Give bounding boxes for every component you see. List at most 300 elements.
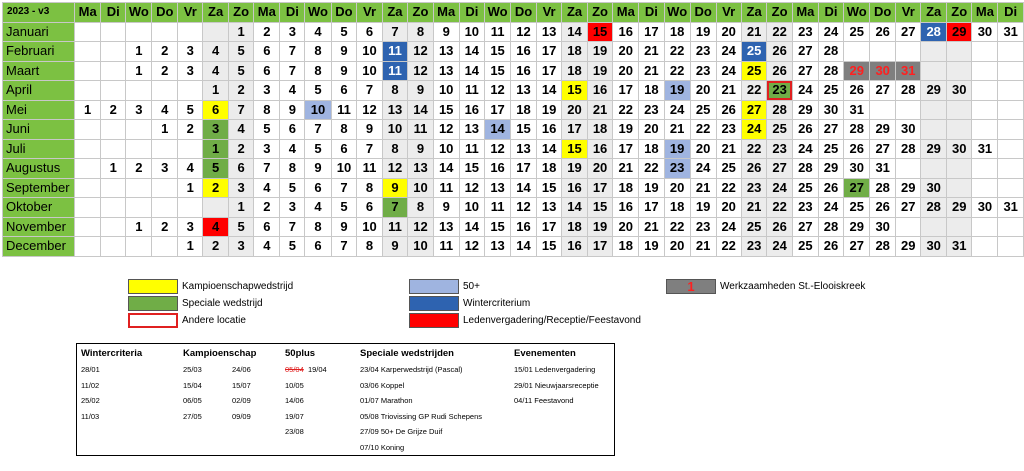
day-cell: 28 <box>818 61 843 81</box>
empty-cell <box>75 198 101 218</box>
empty-cell <box>921 217 946 237</box>
month-name: Juli <box>3 139 75 159</box>
day-cell: 8 <box>331 120 357 140</box>
empty-cell <box>126 178 152 198</box>
empty-cell <box>75 22 101 42</box>
date-item: 24/06 <box>232 365 251 374</box>
empty-cell <box>101 178 126 198</box>
month-row <box>3 120 1024 140</box>
day-cell: 24 <box>690 159 716 179</box>
empty-cell <box>946 217 972 237</box>
day-cell: 6 <box>331 139 357 159</box>
day-cell: 30 <box>896 120 921 140</box>
day-cell: 24 <box>716 217 741 237</box>
event-item: 01/07 Marathon <box>360 396 413 405</box>
day-cell: 27 <box>844 178 870 198</box>
event-item: 23/04 Karperwedstrijd (Pascal) <box>360 365 463 374</box>
day-cell: 26 <box>767 42 793 62</box>
day-cell: 6 <box>254 61 280 81</box>
day-cell: 29 <box>946 22 972 42</box>
empty-cell <box>101 120 126 140</box>
day-cell: 13 <box>433 42 459 62</box>
empty-cell <box>101 42 126 62</box>
empty-cell <box>870 100 896 120</box>
day-cell: 22 <box>639 159 664 179</box>
day-cell: 5 <box>331 198 357 218</box>
day-cell: 11 <box>459 139 484 159</box>
date-item: 27/05 <box>183 411 202 421</box>
day-cell: 3 <box>280 198 305 218</box>
empty-cell <box>921 42 946 62</box>
day-cell: 27 <box>792 61 818 81</box>
day-cell: 17 <box>587 178 613 198</box>
day-cell: 30 <box>818 100 843 120</box>
day-cell: 17 <box>485 100 511 120</box>
day-cell: 1 <box>203 139 228 159</box>
day-cell: 19 <box>690 22 716 42</box>
month-name: Oktober <box>3 198 75 218</box>
day-cell: 24 <box>716 42 741 62</box>
weekday-header: Zo <box>587 3 613 23</box>
legend-speciale <box>128 295 263 311</box>
day-cell: 22 <box>716 178 741 198</box>
day-cell: 9 <box>382 237 407 257</box>
day-cell: 17 <box>639 22 664 42</box>
day-cell: 20 <box>716 22 741 42</box>
day-cell: 26 <box>792 120 818 140</box>
day-cell: 6 <box>331 81 357 101</box>
event-item: 07/10 Koning <box>360 442 405 452</box>
empty-cell <box>101 237 126 257</box>
day-cell: 22 <box>716 237 741 257</box>
legend-andere-locatie <box>128 312 246 328</box>
event-item: 03/06 Koppel <box>360 380 405 390</box>
month-name: Augustus <box>3 159 75 179</box>
weekday-header: Ma <box>792 3 818 23</box>
day-cell: 5 <box>228 217 254 237</box>
day-cell: 1 <box>178 237 203 257</box>
day-cell: 23 <box>664 159 690 179</box>
day-cell: 15 <box>485 42 511 62</box>
day-cell: 4 <box>305 22 331 42</box>
day-cell: 24 <box>767 237 793 257</box>
day-cell: 31 <box>998 22 1024 42</box>
empty-cell <box>126 139 152 159</box>
empty-cell <box>75 139 101 159</box>
day-cell: 10 <box>408 237 434 257</box>
day-cell: 6 <box>357 198 382 218</box>
day-cell: 2 <box>254 22 280 42</box>
weekday-header: Zo <box>767 3 793 23</box>
column-title: Speciale wedstrijden <box>360 348 454 359</box>
legend-label: Werkzaamheden St.-Elooiskreek <box>720 280 866 292</box>
day-cell: 16 <box>587 81 613 101</box>
day-cell: 7 <box>280 61 305 81</box>
weekday-header: Za <box>741 3 766 23</box>
day-cell: 9 <box>382 178 407 198</box>
weekday-header: Ma <box>75 3 101 23</box>
day-cell: 12 <box>433 120 459 140</box>
empty-cell <box>998 42 1024 62</box>
day-cell: 18 <box>664 22 690 42</box>
day-cell: 20 <box>639 120 664 140</box>
month-row <box>3 139 1024 159</box>
day-cell: 11 <box>433 237 459 257</box>
weekday-header: Za <box>921 3 946 23</box>
month-row <box>3 100 1024 120</box>
day-cell: 26 <box>844 139 870 159</box>
day-cell: 26 <box>870 198 896 218</box>
day-cell: 14 <box>408 100 434 120</box>
day-cell: 25 <box>818 81 843 101</box>
empty-cell <box>972 42 998 62</box>
weekday-header: Ma <box>433 3 459 23</box>
empty-cell <box>921 120 946 140</box>
day-cell: 8 <box>305 61 331 81</box>
day-cell: 5 <box>280 178 305 198</box>
day-cell: 12 <box>408 217 434 237</box>
day-cell: 13 <box>382 100 407 120</box>
day-cell: 27 <box>818 120 843 140</box>
day-cell: 3 <box>203 120 228 140</box>
day-cell: 28 <box>896 81 921 101</box>
day-cell: 24 <box>664 100 690 120</box>
day-cell: 28 <box>870 237 896 257</box>
year-calendar <box>2 2 1024 257</box>
legend-ledenvergadering <box>409 312 641 328</box>
empty-cell <box>896 217 921 237</box>
day-cell: 29 <box>818 159 843 179</box>
day-cell: 12 <box>408 61 434 81</box>
day-cell: 21 <box>639 42 664 62</box>
month-name: Januari <box>3 22 75 42</box>
day-cell: 1 <box>228 22 254 42</box>
day-cell: 10 <box>357 61 382 81</box>
day-cell: 23 <box>767 81 793 101</box>
day-cell: 8 <box>305 42 331 62</box>
day-cell: 16 <box>562 178 587 198</box>
weekday-header: Di <box>459 3 484 23</box>
day-cell: 19 <box>587 61 613 81</box>
month-name: December <box>3 237 75 257</box>
empty-cell <box>101 217 126 237</box>
day-cell: 9 <box>280 100 305 120</box>
day-cell: 15 <box>485 61 511 81</box>
day-cell: 1 <box>203 81 228 101</box>
empty-cell <box>75 237 101 257</box>
kampioenschap-column-2 <box>232 348 282 424</box>
day-cell: 22 <box>767 198 793 218</box>
weekday-header: Wo <box>664 3 690 23</box>
day-cell: 23 <box>792 22 818 42</box>
date-item: 25/03 <box>183 365 202 374</box>
legend-swatch-gray: 1 <box>666 279 716 294</box>
day-cell: 31 <box>844 100 870 120</box>
month-row <box>3 159 1024 179</box>
month-row <box>3 22 1024 42</box>
day-cell: 26 <box>716 100 741 120</box>
empty-cell <box>101 139 126 159</box>
day-cell: 7 <box>331 237 357 257</box>
day-cell: 10 <box>331 159 357 179</box>
empty-cell <box>896 159 921 179</box>
day-cell: 16 <box>511 42 537 62</box>
day-cell: 15 <box>562 139 587 159</box>
day-cell: 16 <box>587 139 613 159</box>
day-cell: 8 <box>357 178 382 198</box>
day-cell: 25 <box>792 237 818 257</box>
day-cell: 28 <box>792 159 818 179</box>
empty-cell <box>178 22 203 42</box>
day-cell: 26 <box>818 237 843 257</box>
day-cell: 10 <box>357 217 382 237</box>
day-cell: 28 <box>818 42 843 62</box>
day-cell: 28 <box>921 198 946 218</box>
legend-swatch-outline <box>128 313 178 328</box>
day-cell: 11 <box>382 42 407 62</box>
day-cell: 25 <box>741 217 766 237</box>
day-cell: 14 <box>459 217 484 237</box>
day-cell: 18 <box>639 81 664 101</box>
day-cell: 25 <box>690 100 716 120</box>
day-cell: 31 <box>998 198 1024 218</box>
empty-cell <box>998 81 1024 101</box>
day-cell: 13 <box>511 81 537 101</box>
day-cell: 2 <box>203 178 228 198</box>
day-cell: 14 <box>511 178 537 198</box>
day-cell: 18 <box>664 198 690 218</box>
day-cell: 12 <box>459 178 484 198</box>
event-item: 04/11 Feestavond <box>514 396 574 405</box>
day-cell: 17 <box>587 237 613 257</box>
date-item: 11/03 <box>81 411 100 421</box>
day-cell: 17 <box>536 42 561 62</box>
event-item: 29/01 Nieuwjaarsreceptie <box>514 380 599 390</box>
day-cell: 27 <box>844 237 870 257</box>
column-title: 50plus <box>285 348 316 359</box>
day-cell: 13 <box>485 178 511 198</box>
legend-label: Ledenvergadering/Receptie/Feestavond <box>463 314 641 326</box>
weekday-header: Do <box>870 3 896 23</box>
day-cell: 4 <box>228 120 254 140</box>
day-cell: 24 <box>792 139 818 159</box>
day-cell: 7 <box>357 81 382 101</box>
empty-cell <box>75 61 101 81</box>
day-cell: 21 <box>741 198 766 218</box>
day-cell: 3 <box>254 139 280 159</box>
day-cell: 7 <box>382 22 407 42</box>
empty-cell <box>921 61 946 81</box>
day-cell: 8 <box>254 100 280 120</box>
day-cell: 13 <box>536 22 561 42</box>
day-cell: 4 <box>152 100 178 120</box>
day-cell: 7 <box>331 178 357 198</box>
empty-cell <box>972 81 998 101</box>
empty-cell <box>998 139 1024 159</box>
day-cell: 6 <box>305 178 331 198</box>
day-cell: 14 <box>562 22 587 42</box>
legend-label: 50+ <box>463 280 480 292</box>
day-cell: 5 <box>228 61 254 81</box>
day-cell: 4 <box>203 42 228 62</box>
date-item: 23/08 <box>285 427 304 436</box>
day-cell: 10 <box>357 42 382 62</box>
day-cell: 10 <box>382 120 407 140</box>
day-cell: 9 <box>331 217 357 237</box>
day-cell: 4 <box>254 237 280 257</box>
day-cell: 23 <box>741 178 766 198</box>
day-cell: 22 <box>767 22 793 42</box>
day-cell: 23 <box>741 237 766 257</box>
day-cell: 17 <box>562 120 587 140</box>
day-cell: 21 <box>587 100 613 120</box>
empty-cell <box>203 22 228 42</box>
day-cell: 5 <box>305 139 331 159</box>
empty-cell <box>126 22 152 42</box>
day-cell: 11 <box>382 217 407 237</box>
day-cell: 19 <box>639 237 664 257</box>
weekday-header: Za <box>562 3 587 23</box>
month-name: November <box>3 217 75 237</box>
day-cell: 30 <box>844 159 870 179</box>
event-summary-box <box>76 343 615 456</box>
weekday-header: Di <box>818 3 843 23</box>
day-cell: 21 <box>690 178 716 198</box>
empty-cell <box>75 42 101 62</box>
year-label: 2023 - v3 <box>3 3 75 23</box>
day-cell: 1 <box>178 178 203 198</box>
day-cell: 17 <box>613 81 639 101</box>
legend-swatch-red <box>409 313 459 328</box>
day-cell: 30 <box>946 139 972 159</box>
day-cell: 25 <box>716 159 741 179</box>
day-cell: 13 <box>408 159 434 179</box>
day-cell: 29 <box>792 100 818 120</box>
empty-cell <box>998 217 1024 237</box>
weekday-header: Di <box>639 3 664 23</box>
day-cell: 26 <box>870 22 896 42</box>
month-row <box>3 237 1024 257</box>
legend-wintercriterium <box>409 295 530 311</box>
day-cell: 19 <box>613 120 639 140</box>
day-cell: 22 <box>741 139 766 159</box>
day-cell: 26 <box>767 217 793 237</box>
day-cell: 8 <box>357 237 382 257</box>
month-row <box>3 61 1024 81</box>
empty-cell <box>203 198 228 218</box>
month-name: Maart <box>3 61 75 81</box>
weekday-header: Zo <box>946 3 972 23</box>
empty-cell <box>152 237 178 257</box>
day-cell: 19 <box>536 100 561 120</box>
day-cell: 2 <box>152 61 178 81</box>
date-item: 19/07 <box>285 411 304 421</box>
day-cell: 23 <box>716 120 741 140</box>
day-cell: 12 <box>511 198 537 218</box>
day-cell: 30 <box>921 178 946 198</box>
day-cell: 22 <box>613 100 639 120</box>
day-cell: 6 <box>357 22 382 42</box>
empty-cell <box>75 217 101 237</box>
day-cell: 2 <box>178 120 203 140</box>
day-cell: 15 <box>459 159 484 179</box>
day-header-row <box>3 3 1024 23</box>
day-cell: 11 <box>331 100 357 120</box>
empty-cell <box>972 61 998 81</box>
day-cell: 20 <box>613 217 639 237</box>
day-cell: 14 <box>459 42 484 62</box>
empty-cell <box>75 81 101 101</box>
day-cell: 25 <box>844 22 870 42</box>
day-cell: 15 <box>511 120 537 140</box>
day-cell: 15 <box>562 81 587 101</box>
day-cell: 21 <box>741 22 766 42</box>
date-item: 15/04 <box>183 380 202 390</box>
day-cell: 27 <box>741 100 766 120</box>
weekday-header: Do <box>152 3 178 23</box>
day-cell: 14 <box>459 61 484 81</box>
empty-cell <box>101 61 126 81</box>
legend-swatch-darkblue <box>409 296 459 311</box>
day-cell: 23 <box>690 42 716 62</box>
empty-cell <box>998 61 1024 81</box>
day-cell: 19 <box>587 42 613 62</box>
day-cell: 16 <box>511 61 537 81</box>
empty-cell <box>870 42 896 62</box>
day-cell: 20 <box>587 159 613 179</box>
empty-cell <box>896 42 921 62</box>
day-cell: 1 <box>75 100 101 120</box>
day-cell: 4 <box>203 61 228 81</box>
day-cell: 27 <box>792 217 818 237</box>
day-cell: 20 <box>562 100 587 120</box>
day-cell: 22 <box>741 81 766 101</box>
day-cell: 4 <box>178 159 203 179</box>
day-cell: 16 <box>613 198 639 218</box>
day-cell: 12 <box>459 237 484 257</box>
day-cell: 15 <box>433 100 459 120</box>
weekday-header: Ma <box>254 3 280 23</box>
empty-cell <box>972 159 998 179</box>
day-cell: 20 <box>664 178 690 198</box>
legend-50plus <box>409 278 480 294</box>
date-item: 06/05 <box>183 396 202 405</box>
day-cell: 7 <box>357 139 382 159</box>
date-item: 14/06 <box>285 396 304 405</box>
day-cell: 5 <box>178 100 203 120</box>
day-cell: 25 <box>818 139 843 159</box>
day-cell: 28 <box>921 22 946 42</box>
day-cell: 15 <box>587 198 613 218</box>
weekday-header: Vr <box>896 3 921 23</box>
day-cell: 5 <box>254 120 280 140</box>
day-cell: 14 <box>536 139 561 159</box>
day-cell: 30 <box>946 81 972 101</box>
day-cell: 21 <box>716 81 741 101</box>
day-cell: 20 <box>716 198 741 218</box>
day-cell: 11 <box>433 178 459 198</box>
date-item: 25/02 <box>81 396 100 405</box>
day-cell: 17 <box>511 159 537 179</box>
weekday-header: Do <box>511 3 537 23</box>
day-cell: 29 <box>921 81 946 101</box>
month-row <box>3 178 1024 198</box>
day-cell: 11 <box>382 61 407 81</box>
day-cell: 9 <box>305 159 331 179</box>
empty-cell <box>946 61 972 81</box>
day-cell: 16 <box>562 237 587 257</box>
day-cell: 22 <box>664 217 690 237</box>
